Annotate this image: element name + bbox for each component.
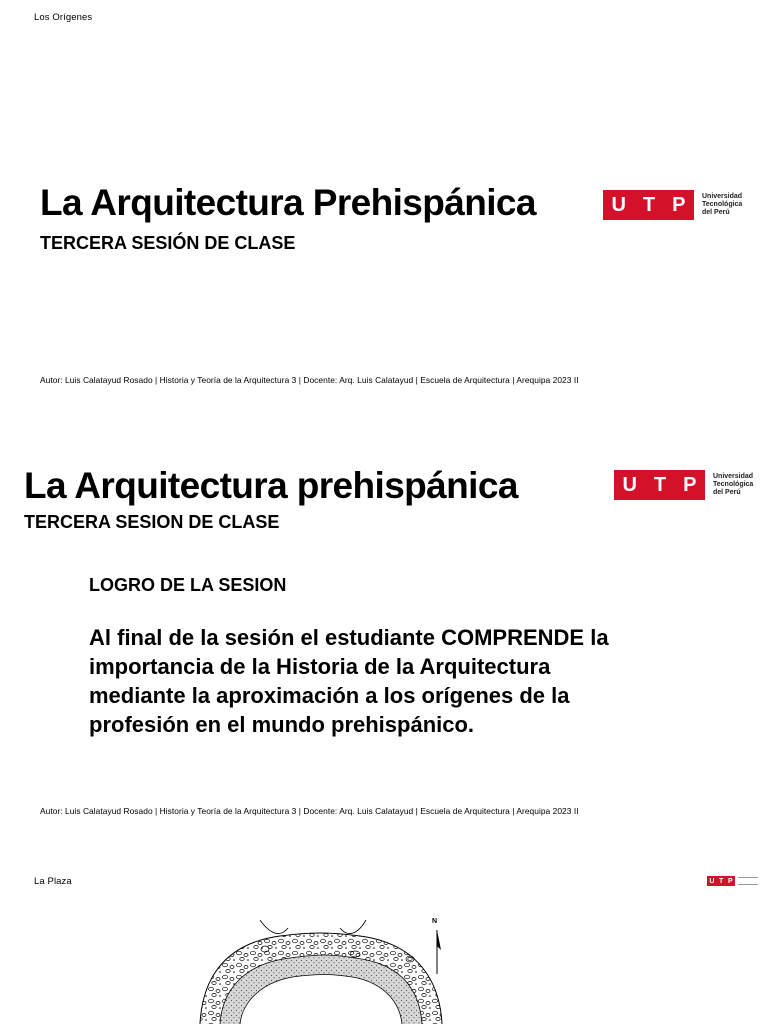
logo-line-2: Tecnológica [702,201,743,208]
logro-line: mediante la aproximación a los orígenes de la [89,683,570,708]
logo-text-small [738,877,758,885]
logro-line: Al final de la sesión el estudiante COMPRENDE la [89,625,609,650]
slide-footer: Autor: Luis Calatayud Rosado | Historia y Teoría de la Arquitectura 3 | Docente: Arq. Luis Calatayud | Escuela de Arquitectura | Arequipa 2023 II [40,806,579,816]
slide-la-plaza [0,858,768,1024]
logo-line-2: Tecnológica [713,481,754,488]
logro-line: profesión en el mundo prehispánico. [89,712,475,737]
utp-logo [603,190,742,220]
page-title: La Arquitectura Prehispánica [40,182,536,223]
logro-text [89,623,689,739]
utp-logo-small [707,876,758,886]
logo-letter-p: P [683,473,697,496]
logo-line-3: del Perú [702,209,730,216]
logo-letter-p: P [727,877,733,885]
page-title: La Arquitectura prehispánica [24,465,518,506]
logo-letter-t: T [719,877,724,885]
utp-logo [614,470,753,500]
logo-line-3: del Perú [713,489,741,496]
utp-logo-mark [614,470,705,500]
logo-letter-t: T [642,193,656,216]
utp-logo-mark [603,190,694,220]
logo-letter-u: U [622,473,637,496]
utp-logo-text [702,193,742,217]
logo-line-1: Universidad [702,193,743,200]
logro-line: importancia de la Historia de la Arquitectura [89,654,551,679]
page-subtitle: TERCERA SESION DE CLASE [24,512,280,532]
slide-logro [0,432,768,842]
section-label: Los Orígenes [34,12,93,23]
north-label: N [432,918,438,925]
utp-logo-mark [707,876,735,886]
logo-letter-u: U [611,193,626,216]
slide-footer: Autor: Luis Calatayud Rosado | Historia y Teoría de la Arquitectura 3 | Docente: Arq. Luis Calatayud | Escuela de Arquitectura | Arequipa 2023 II [40,375,579,385]
plaza-plan-drawing [180,914,460,1024]
section-label: La Plaza [34,876,72,887]
logo-line-1: Universidad [713,473,754,480]
logo-letter-p: P [672,193,686,216]
utp-logo-text [713,473,753,497]
logro-heading: LOGRO DE LA SESION [89,575,287,595]
slide-title [0,0,768,420]
page-subtitle: TERCERA SESIÓN DE CLASE [40,233,296,253]
logo-letter-t: T [653,473,667,496]
logo-letter-u: U [709,877,715,885]
